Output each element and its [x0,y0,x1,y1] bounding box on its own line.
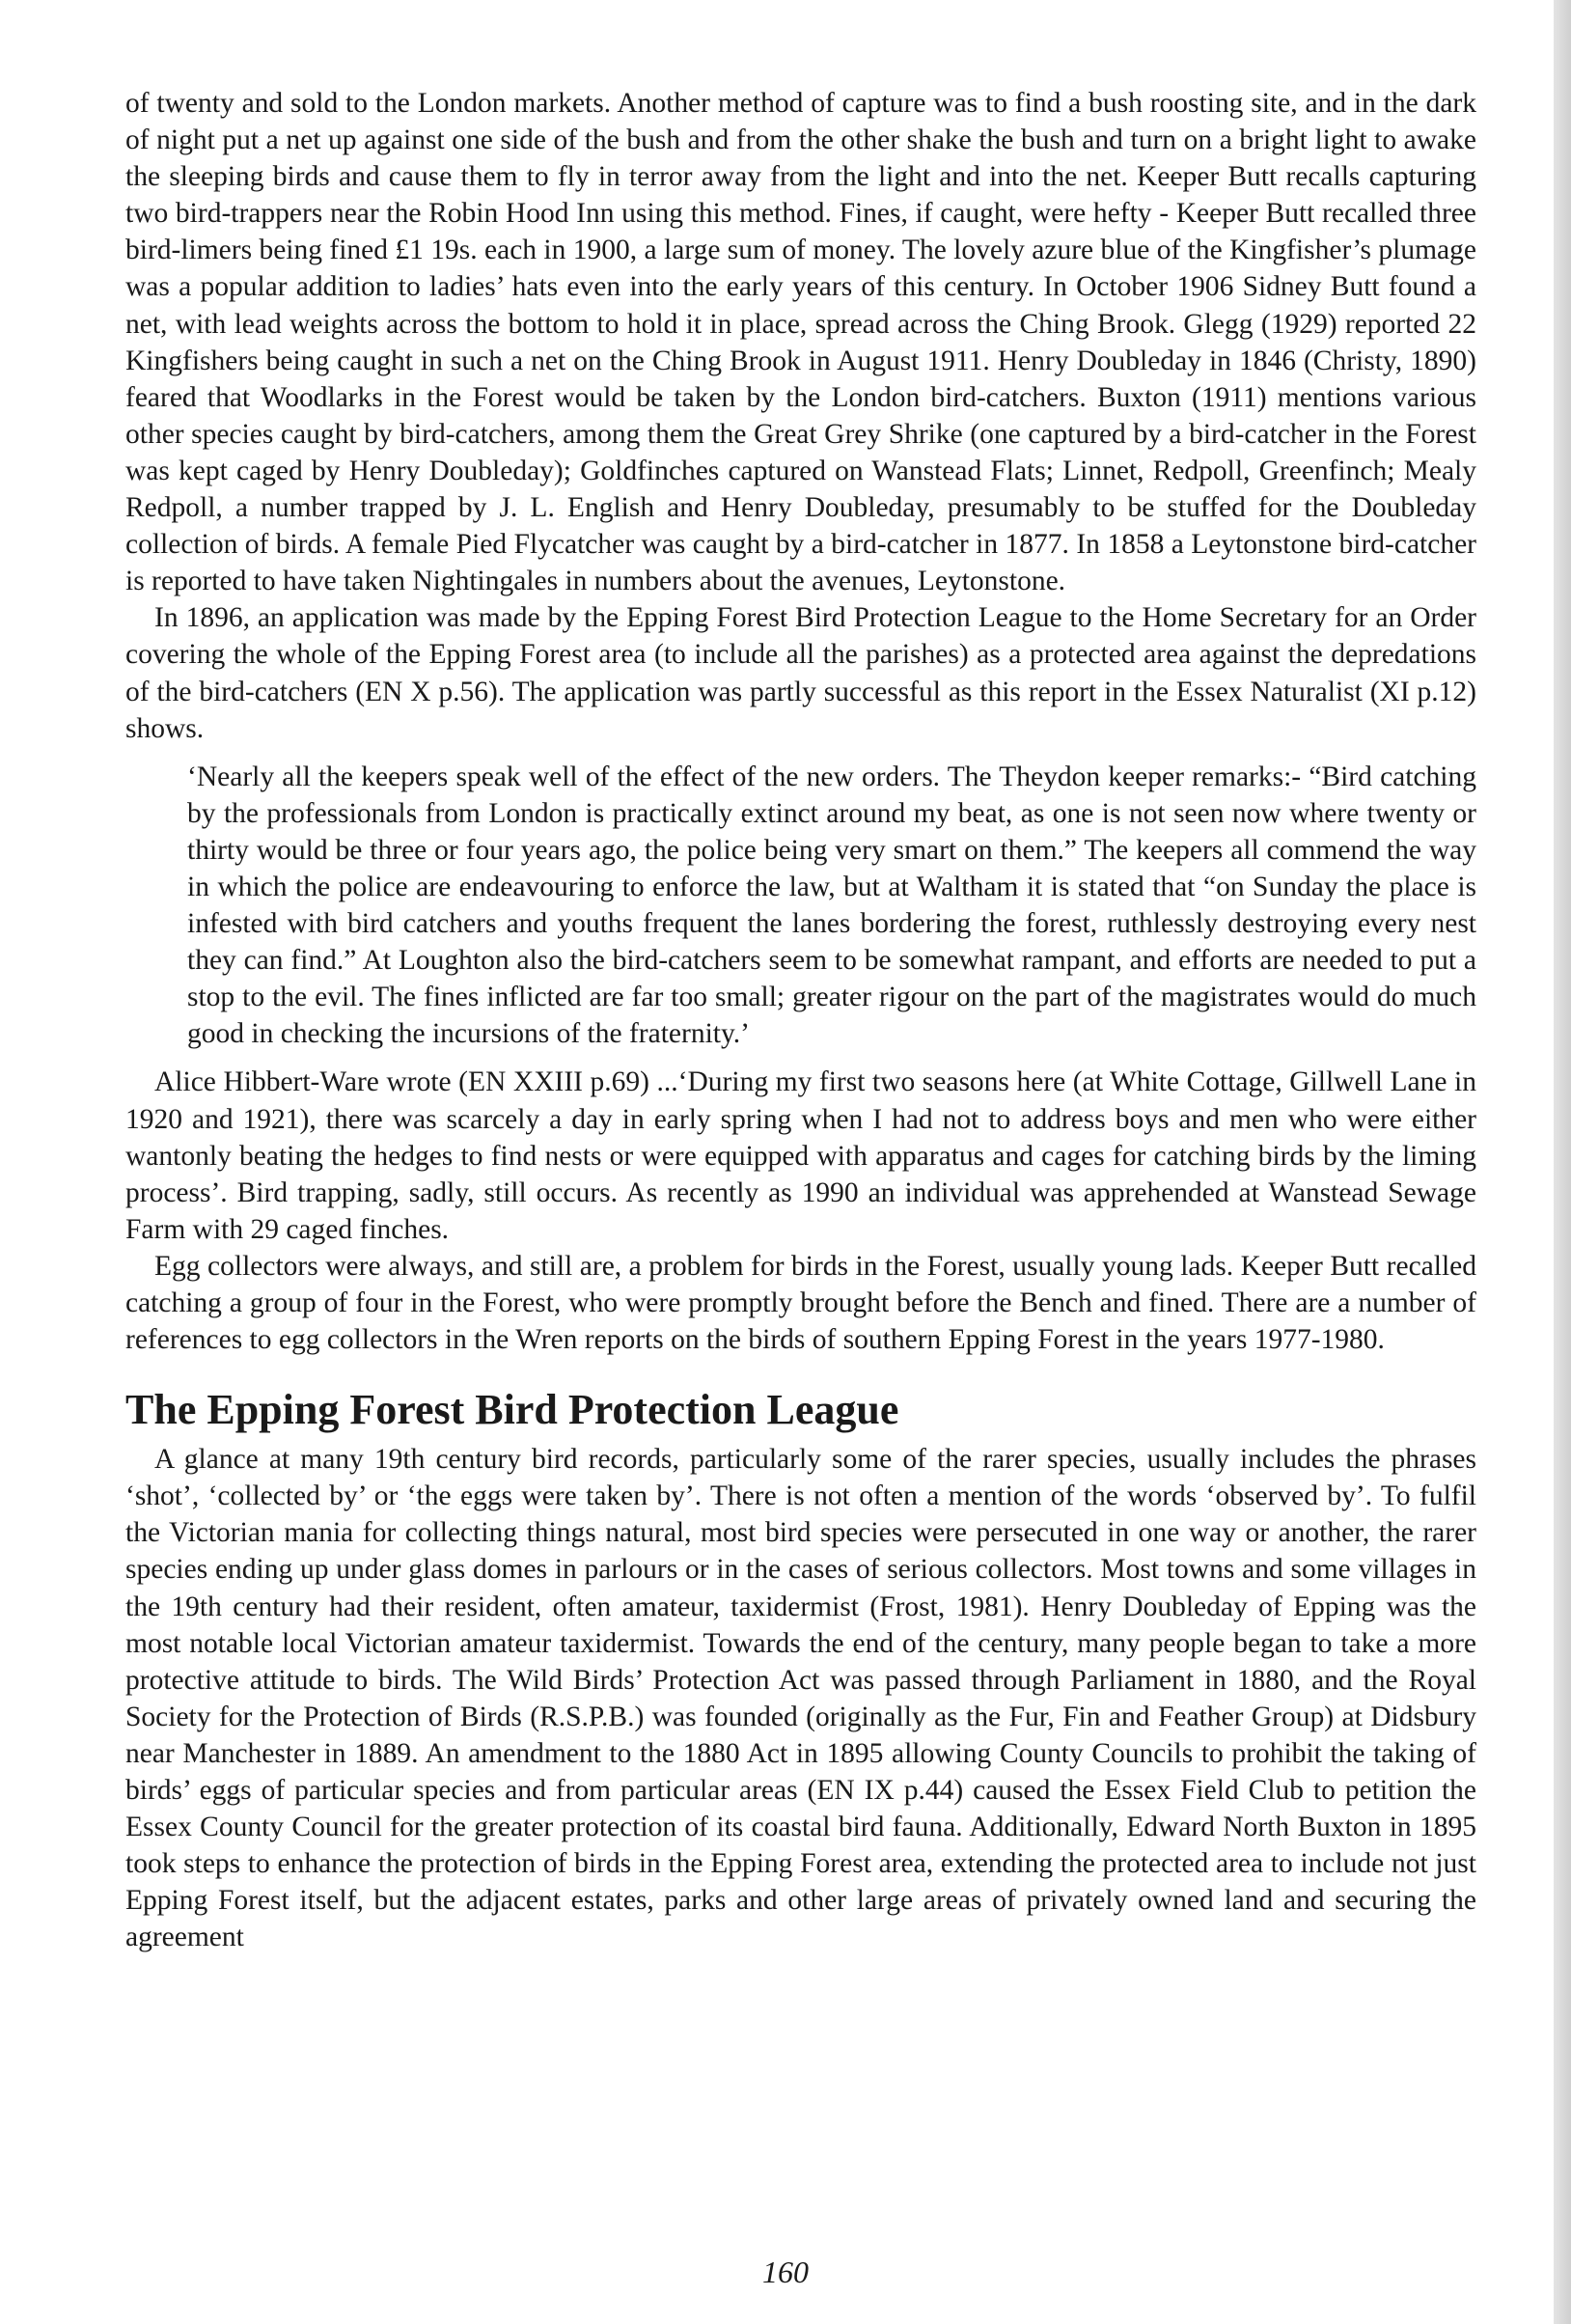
block-quote-keepers-report: ‘Nearly all the keepers speak well of the effect of the new orders. The Theydon keeper remarks:- “Bird catching by the professionals from London is practically extinct around my beat, as one is not seen now where twenty or thirty would be three or four years ago, the police being very smart on them.” The keepers all commend the way in which the police are endeavouring to enforce the law, but at Waltham it is stated that “on Sunday the place is infested with bird catchers and youths frequent the lanes bordering the forest, ruthlessly destroying every nest they can find.” At Loughton also the bird-catchers seem to be somewhat rampant, and efforts are needed to put a stop to the evil. The fines inflicted are far too small; greater rigour on the part of the magistrates would do much good in checking the incursions of the fraternity.’ [187,761,1476,1050]
paragraph-victorian-collecting: A glance at many 19th century bird records, particularly some of the rarer species, usually includes the phrases ‘shot’, ‘collected by’ or ‘the eggs were taken by’. There is not often a mention of the words ‘observed by’. To fulfil the Victorian mania for collecting things natural, most bird species were persecuted in one way or another, the rarer species ending up under glass domes in parlours or in the cases of serious collectors. Most towns and some villages in the 19th century had their resident, often amateur, taxidermist (Frost, 1981). Henry Doubleday of Epping was the most notable local Victorian amateur taxidermist. Towards the end of the century, many people began to take a more protective attitude to birds. The Wild Birds’ Protection Act was passed through Parliament in 1880, and the Royal Society for the Protection of Birds (R.S.P.B.) was founded (originally as the Fur, Fin and Feather Group) at Didsbury near Manchester in 1889. An amendment to the 1880 Act in 1895 allowing County Councils to prohibit the taking of birds’ eggs of particular species and from particular areas (EN IX p.44) caused the Essex Field Club to petition the Essex County Council for the greater protection of its coastal bird fauna. Additionally, Edward North Buxton in 1895 took steps to enhance the protection of birds in the Epping Forest area, extending the protected area to include not just Epping Forest itself, but the adjacent estates, parks and other large areas of privately owned land and securing the agreement [125,1444,1476,1953]
page-number: 160 [762,2255,809,2289]
paragraph-bird-catchers: of twenty and sold to the London markets. Another method of capture was to find a bush roosting site, and in the dark of night put a net up against one side of the bush and from the other shake the bush and turn on a bright light to awake the sleeping birds and cause them to fly in terror away from the light and into the net. Keeper Butt recalls capturing two bird-trappers near the Robin Hood Inn using this method. Fines, if caught, were hefty - Keeper Butt recalled three bird-limers being fined £1 19s. each in 1900, a large sum of money. The lovely azure blue of the Kingfisher’s plumage was a popular addition to ladies’ hats even into the early years of this century. In October 1906 Sidney Butt found a net, with lead weights across the bottom to hold it in place, spread across the Ching Brook. Glegg (1929) reported 22 Kingfishers being caught in such a net on the Ching Brook in August 1911. Henry Doubleday in 1846 (Christy, 1890) feared that Woodlarks in the Forest would be taken by the London bird-catchers. Buxton (1911) mentions various other species caught by bird-catchers, among them the Great Grey Shrike (one captured by a bird-catcher in the Forest was kept caged by Henry Doubleday); Goldfinches captured on Wanstead Flats; Linnet, Redpoll, Greenfinch; Mealy Redpoll, a number trapped by J. L. English and Henry Doubleday, presumably to be stuffed for the Doubleday collection of birds. A female Pied Flycatcher was caught by a bird-catcher in 1877. In 1858 a Leytonstone bird-catcher is reported to have taken Nightingales in numbers about the avenues, Leytonstone. [125,88,1476,597]
page-body [125,85,1476,1956]
page-edge-shadow [1554,0,1571,2324]
paragraph-egg-collectors: Egg collectors were always, and still are, a problem for birds in the Forest, usually young lads. Keeper Butt recalled catching a group of four in the Forest, who were promptly brought before the Bench and fined. There are a number of references to egg collectors in the Wren reports on the birds of southern Epping Forest in the years 1977-1980. [125,1250,1476,1356]
paragraph-hibbert-ware: Alice Hibbert-Ware wrote (EN XXIII p.69) ...‘During my first two seasons here (at White Cottage, Gillwell Lane in 1920 and 1921), there was scarcely a day in early spring when I had not to address boys and men who were either wantonly beating the hedges to find nests or were equipped with apparatus and cages for catching birds by the liming process’. Bird trapping, sadly, still occurs. As recently as 1990 an individual was apprehended at Wanstead Sewage Farm with 29 caged finches. [125,1066,1476,1245]
paragraph-protection-application: In 1896, an application was made by the Epping Forest Bird Protection League to the Home Secretary for an Order covering the whole of the Epping Forest area (to include all the parishes) as a protected area against the depredations of the bird-catchers (EN X p.56). The application was partly successful as this report in the Essex Naturalist (XI p.12) shows. [125,602,1476,744]
section-heading: The Epping Forest Bird Protection League [125,1386,899,1434]
